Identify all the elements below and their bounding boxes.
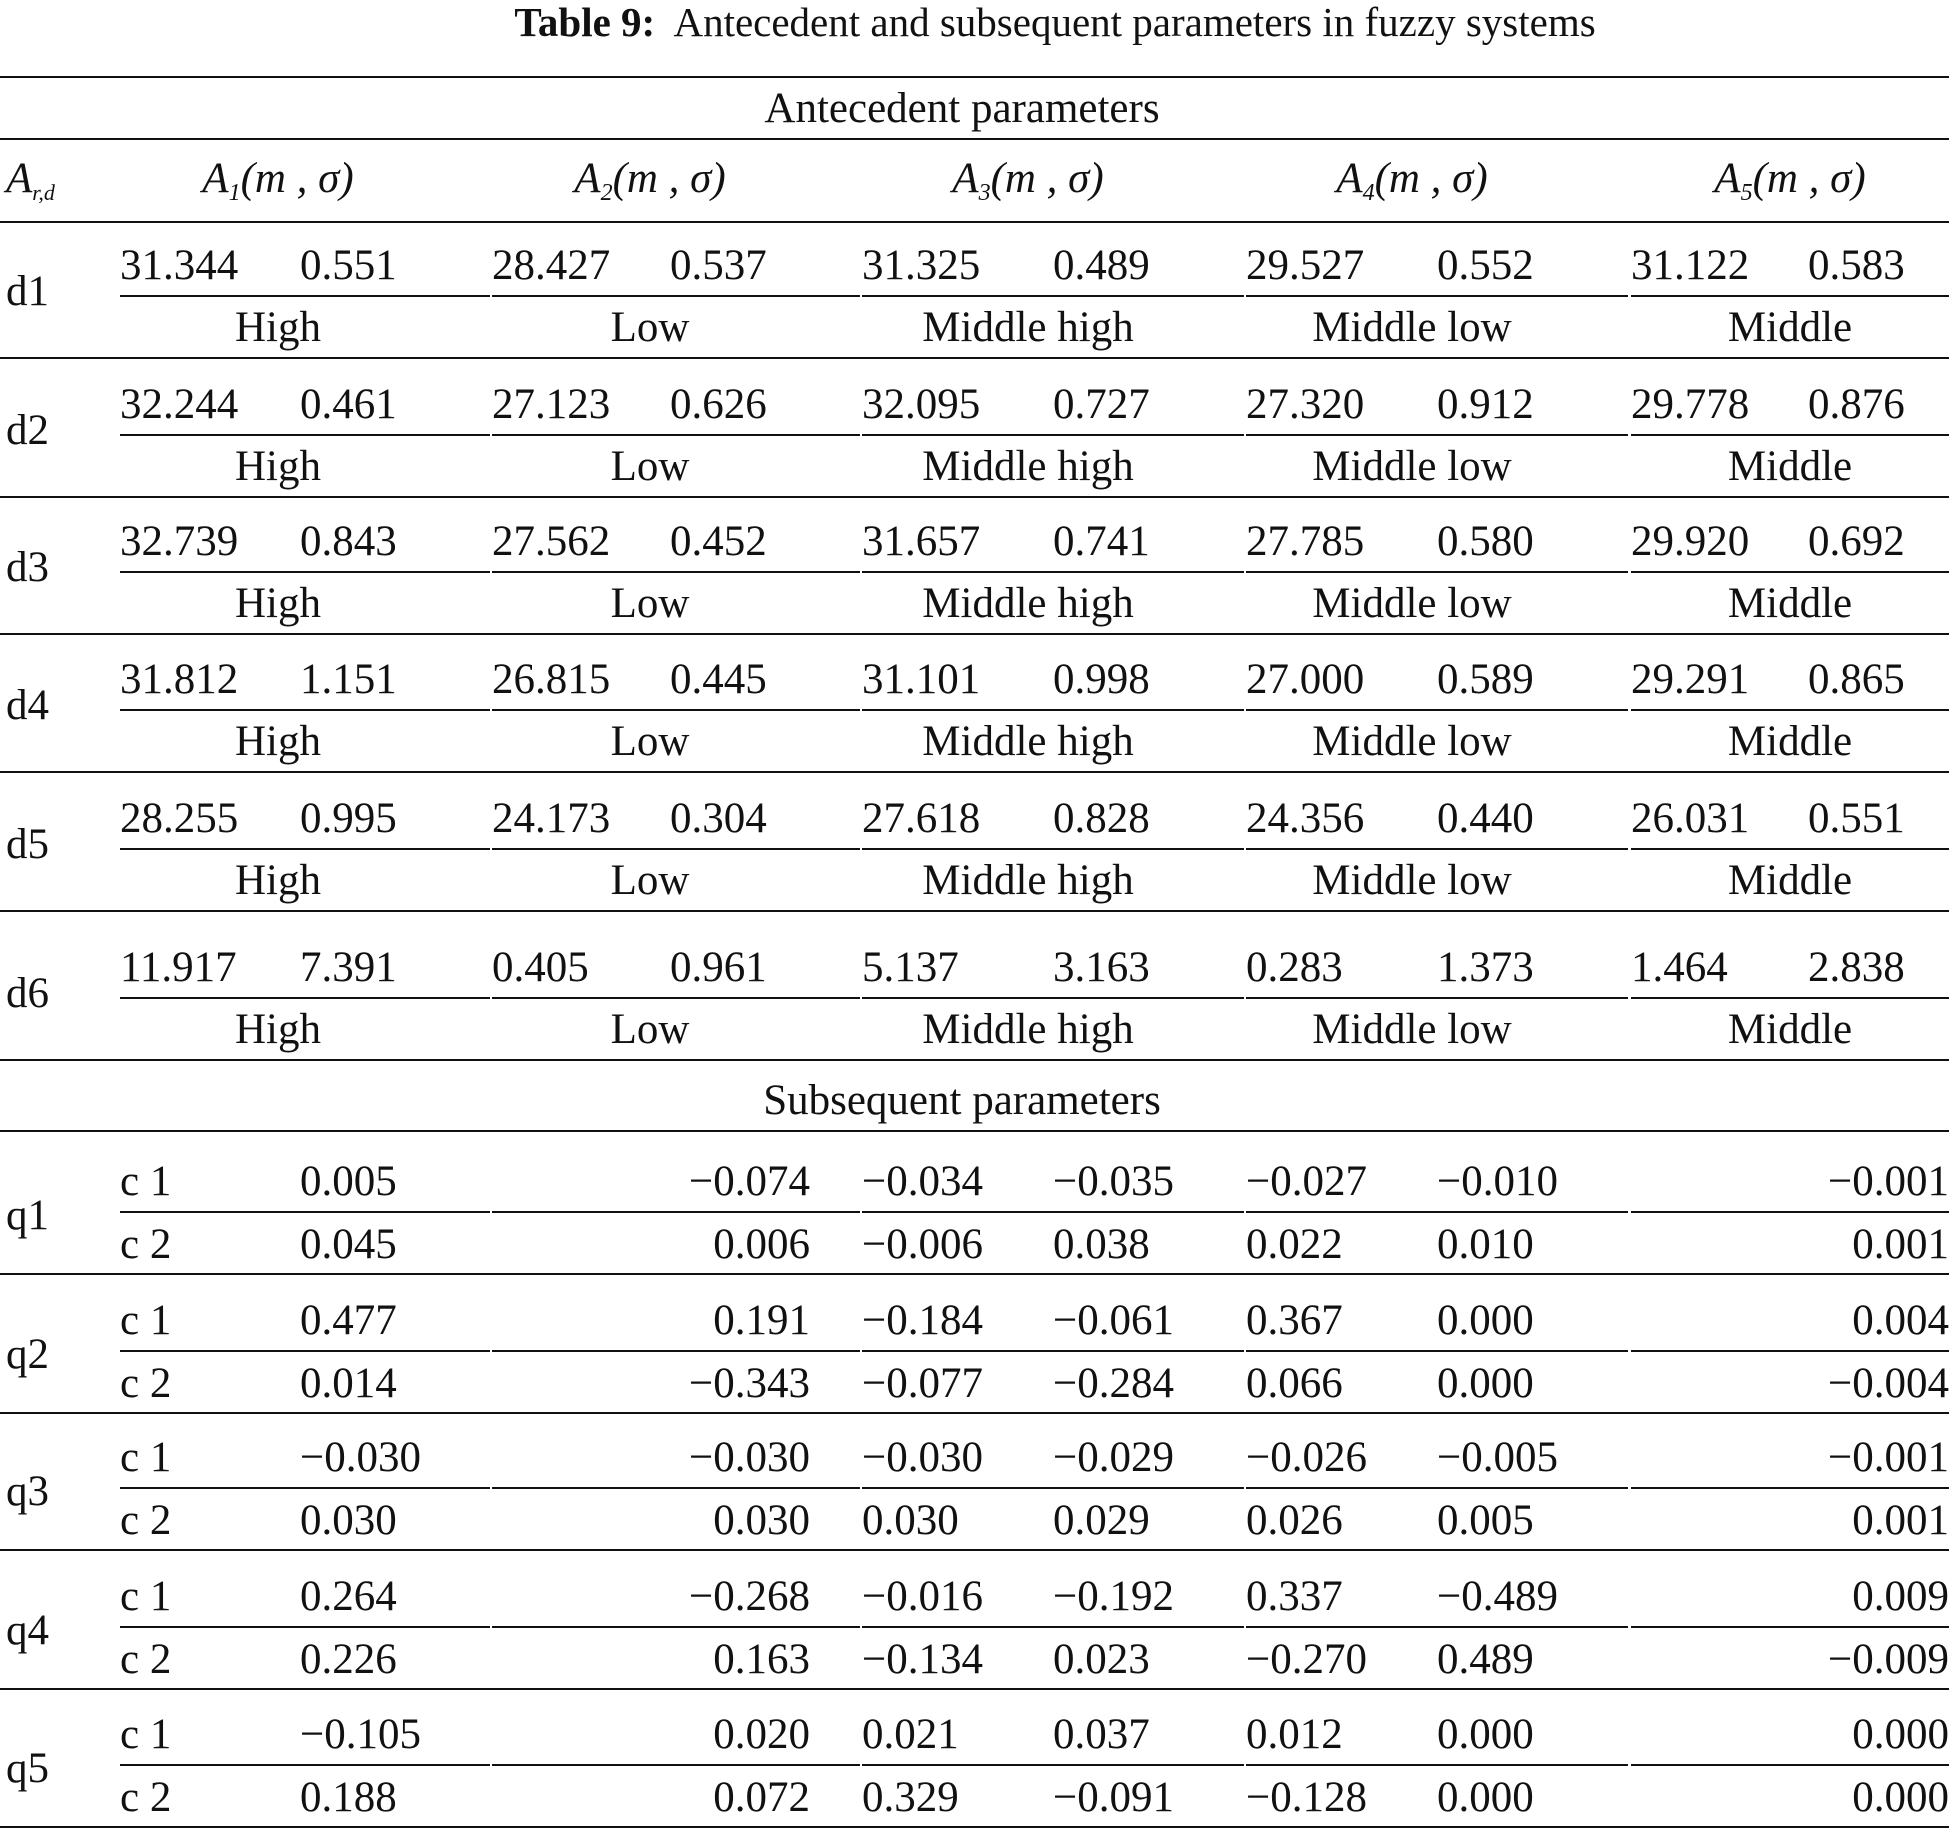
coefficient-value: 0.029 xyxy=(1053,1497,1150,1544)
mean-value: 5.137 xyxy=(862,944,959,991)
sigma-value: 7.391 xyxy=(300,944,397,991)
coefficient-value: 0.000 xyxy=(1852,1711,1949,1758)
sigma-value: 0.828 xyxy=(1053,795,1150,842)
coefficient-value: 0.000 xyxy=(1437,1360,1534,1407)
mean-value: 27.320 xyxy=(1246,381,1365,428)
group-underline xyxy=(862,295,1244,297)
group-underline xyxy=(492,571,860,573)
group-underline xyxy=(120,709,490,711)
sigma-value: 3.163 xyxy=(1053,944,1150,991)
group-underline xyxy=(492,295,860,297)
group-underline xyxy=(1246,571,1628,573)
group-underline xyxy=(492,1764,860,1766)
coefficient-value: 0.005 xyxy=(1437,1497,1534,1544)
coefficient-value: 0.030 xyxy=(300,1497,397,1544)
mean-value: 26.031 xyxy=(1631,795,1750,842)
coefficient-value: −0.009 xyxy=(1827,1636,1949,1683)
linguistic-term: Low xyxy=(610,580,690,627)
linguistic-term: Low xyxy=(610,443,690,490)
coefficient-value: −0.061 xyxy=(1053,1297,1175,1344)
group-underline xyxy=(492,1350,860,1352)
sigma-value: 0.876 xyxy=(1808,381,1905,428)
coefficient-value: −0.134 xyxy=(862,1636,984,1683)
linguistic-term: Low xyxy=(610,304,690,351)
coefficient-label: c 1 xyxy=(120,1434,172,1481)
row-label: d3 xyxy=(6,544,49,591)
top-rule xyxy=(0,76,1949,78)
column-header: $A_3(m$ , σ) xyxy=(952,155,1104,206)
mean-value: 0.283 xyxy=(1246,944,1343,991)
coefficient-value: 0.001 xyxy=(1852,1497,1949,1544)
mean-value: 31.122 xyxy=(1631,242,1750,289)
section-rule xyxy=(0,138,1949,140)
group-underline xyxy=(1631,434,1949,436)
coefficient-value: 0.037 xyxy=(1053,1711,1150,1758)
linguistic-term: Middle low xyxy=(1312,443,1512,490)
coefficient-value: 0.001 xyxy=(1852,1221,1949,1268)
sigma-value: 2.838 xyxy=(1808,944,1905,991)
sigma-value: 0.843 xyxy=(300,518,397,565)
mean-value: 29.778 xyxy=(1631,381,1750,428)
antecedent-section-label: Antecedent parameters xyxy=(764,85,1160,132)
mean-value: 29.920 xyxy=(1631,518,1750,565)
row-rule xyxy=(0,1826,1949,1828)
linguistic-term: High xyxy=(235,718,321,765)
coefficient-value: −0.270 xyxy=(1246,1636,1368,1683)
group-underline xyxy=(1631,1350,1949,1352)
coefficient-value: −0.035 xyxy=(1053,1158,1175,1205)
coefficient-value: −0.030 xyxy=(688,1434,810,1481)
group-underline xyxy=(862,1626,1244,1628)
sigma-value: 0.583 xyxy=(1808,242,1905,289)
coefficient-value: 0.000 xyxy=(1437,1297,1534,1344)
coefficient-value: 0.000 xyxy=(1852,1774,1949,1821)
coefficient-value: −0.027 xyxy=(1246,1158,1368,1205)
sigma-value: 0.440 xyxy=(1437,795,1534,842)
group-underline xyxy=(862,997,1244,999)
group-underline xyxy=(862,1764,1244,1766)
row-rule xyxy=(0,1059,1949,1061)
group-underline xyxy=(1631,295,1949,297)
sigma-value: 0.537 xyxy=(670,242,767,289)
coefficient-label: c 2 xyxy=(120,1221,172,1268)
sigma-value: 0.865 xyxy=(1808,656,1905,703)
column-header: $A_4(m$ , σ) xyxy=(1336,155,1488,206)
sigma-value: 1.151 xyxy=(300,656,397,703)
coefficient-value: −0.091 xyxy=(1053,1774,1175,1821)
linguistic-term: Middle high xyxy=(922,718,1134,765)
group-underline xyxy=(862,709,1244,711)
coefficient-value: 0.226 xyxy=(300,1636,397,1683)
group-underline xyxy=(120,1626,490,1628)
mean-value: 28.255 xyxy=(120,795,239,842)
row-label: d6 xyxy=(6,970,49,1017)
coefficient-value: 0.005 xyxy=(300,1158,397,1205)
column-header: $A_1(m$ , σ) xyxy=(202,155,354,206)
row-rule xyxy=(0,771,1949,773)
linguistic-term: Middle low xyxy=(1312,580,1512,627)
group-underline xyxy=(1631,571,1949,573)
coefficient-value: 0.489 xyxy=(1437,1636,1534,1683)
sigma-value: 0.741 xyxy=(1053,518,1150,565)
row-rule xyxy=(0,910,1949,912)
linguistic-term: Middle xyxy=(1727,1006,1853,1053)
coefficient-value: 0.012 xyxy=(1246,1711,1343,1758)
coefficient-label: c 2 xyxy=(120,1360,172,1407)
linguistic-term: Middle xyxy=(1727,304,1853,351)
coefficient-value: 0.477 xyxy=(300,1297,397,1344)
mean-value: 27.618 xyxy=(862,795,981,842)
coefficient-value: −0.005 xyxy=(1437,1434,1559,1481)
sigma-value: 0.489 xyxy=(1053,242,1150,289)
group-underline xyxy=(120,1764,490,1766)
group-underline xyxy=(120,1211,490,1213)
coefficient-value: −0.030 xyxy=(862,1434,984,1481)
coefficient-value: −0.029 xyxy=(1053,1434,1175,1481)
coefficient-label: c 1 xyxy=(120,1711,172,1758)
coefficient-value: 0.030 xyxy=(862,1497,959,1544)
coefficient-value: 0.367 xyxy=(1246,1297,1343,1344)
row-rule xyxy=(0,1688,1949,1690)
coefficient-value: −0.001 xyxy=(1827,1158,1949,1205)
group-underline xyxy=(492,709,860,711)
sigma-value: 0.995 xyxy=(300,795,397,842)
coefficient-value: 0.006 xyxy=(713,1221,810,1268)
row-label: q1 xyxy=(6,1192,49,1239)
row-rule xyxy=(0,496,1949,498)
group-underline xyxy=(492,997,860,999)
sigma-value: 0.692 xyxy=(1808,518,1905,565)
mean-value: 29.527 xyxy=(1246,242,1365,289)
group-underline xyxy=(862,1211,1244,1213)
linguistic-term: Middle low xyxy=(1312,304,1512,351)
row-label: q2 xyxy=(6,1331,49,1378)
group-underline xyxy=(1246,1211,1628,1213)
coefficient-label: c 2 xyxy=(120,1497,172,1544)
group-underline xyxy=(1631,1764,1949,1766)
coefficient-value: 0.045 xyxy=(300,1221,397,1268)
mean-value: 31.344 xyxy=(120,242,239,289)
coefficient-label: c 2 xyxy=(120,1774,172,1821)
mean-value: 29.291 xyxy=(1631,656,1750,703)
sigma-value: 0.551 xyxy=(300,242,397,289)
group-underline xyxy=(120,848,490,850)
coefficient-value: −0.004 xyxy=(1827,1360,1949,1407)
subsequent-section-label: Subsequent parameters xyxy=(763,1077,1161,1124)
linguistic-term: High xyxy=(235,304,321,351)
column-header: $A_5(m$ , σ) xyxy=(1714,155,1866,206)
sigma-value: 0.589 xyxy=(1437,656,1534,703)
group-underline xyxy=(1246,1764,1628,1766)
mean-value: 28.427 xyxy=(492,242,611,289)
linguistic-term: High xyxy=(235,443,321,490)
coefficient-value: −0.489 xyxy=(1437,1573,1559,1620)
coefficient-value: 0.000 xyxy=(1437,1774,1534,1821)
coefficient-value: 0.010 xyxy=(1437,1221,1534,1268)
group-underline xyxy=(1246,1350,1628,1352)
group-underline xyxy=(120,295,490,297)
linguistic-term: Middle low xyxy=(1312,718,1512,765)
linguistic-term: High xyxy=(235,580,321,627)
coefficient-value: −0.268 xyxy=(688,1573,810,1620)
coefficient-value: −0.006 xyxy=(862,1221,984,1268)
sigma-value: 0.552 xyxy=(1437,242,1534,289)
group-underline xyxy=(1246,1487,1628,1489)
group-underline xyxy=(120,1487,490,1489)
group-underline xyxy=(862,1350,1244,1352)
group-underline xyxy=(862,434,1244,436)
coefficient-value: 0.022 xyxy=(1246,1221,1343,1268)
linguistic-term: Middle high xyxy=(922,857,1134,904)
coefficient-value: −0.030 xyxy=(300,1434,422,1481)
column-header: $A_2(m$ , σ) xyxy=(574,155,726,206)
coefficient-value: −0.343 xyxy=(688,1360,810,1407)
sigma-value: 0.461 xyxy=(300,381,397,428)
group-underline xyxy=(1631,1487,1949,1489)
coefficient-value: −0.016 xyxy=(862,1573,984,1620)
row-rule xyxy=(0,1549,1949,1551)
table-number: Table 9: xyxy=(514,0,656,45)
group-underline xyxy=(492,1626,860,1628)
group-underline xyxy=(1631,1626,1949,1628)
coefficient-value: 0.000 xyxy=(1437,1711,1534,1758)
row-label: d5 xyxy=(6,821,49,868)
mean-value: 32.095 xyxy=(862,381,981,428)
coefficient-value: −0.105 xyxy=(300,1711,422,1758)
row-label-header: $A_{r,d}$ xyxy=(6,155,55,205)
mean-value: 11.917 xyxy=(120,944,237,991)
group-underline xyxy=(1246,709,1628,711)
group-underline xyxy=(862,1487,1244,1489)
row-label: q4 xyxy=(6,1607,49,1654)
coefficient-value: 0.191 xyxy=(713,1297,810,1344)
group-underline xyxy=(1631,709,1949,711)
coefficient-value: −0.010 xyxy=(1437,1158,1559,1205)
coefficient-value: −0.284 xyxy=(1053,1360,1175,1407)
group-underline xyxy=(1631,1211,1949,1213)
coefficient-value: 0.337 xyxy=(1246,1573,1343,1620)
coefficient-value: −0.034 xyxy=(862,1158,984,1205)
group-underline xyxy=(120,571,490,573)
linguistic-term: Middle xyxy=(1727,857,1853,904)
sigma-value: 0.961 xyxy=(670,944,767,991)
coefficient-value: 0.329 xyxy=(862,1774,959,1821)
sigma-value: 0.304 xyxy=(670,795,767,842)
coefficient-value: 0.188 xyxy=(300,1774,397,1821)
mean-value: 24.356 xyxy=(1246,795,1365,842)
coefficient-value: −0.001 xyxy=(1827,1434,1949,1481)
linguistic-term: Low xyxy=(610,857,690,904)
mean-value: 27.123 xyxy=(492,381,611,428)
coefficient-value: −0.192 xyxy=(1053,1573,1175,1620)
linguistic-term: Middle low xyxy=(1312,1006,1512,1053)
linguistic-term: Middle xyxy=(1727,718,1853,765)
mean-value: 0.405 xyxy=(492,944,589,991)
row-rule xyxy=(0,1412,1949,1414)
linguistic-term: High xyxy=(235,857,321,904)
coefficient-value: −0.077 xyxy=(862,1360,984,1407)
row-rule xyxy=(0,357,1949,359)
group-underline xyxy=(1631,848,1949,850)
row-rule xyxy=(0,633,1949,635)
mean-value: 31.812 xyxy=(120,656,239,703)
section-rule xyxy=(0,1130,1949,1132)
mean-value: 32.244 xyxy=(120,381,239,428)
group-underline xyxy=(862,571,1244,573)
linguistic-term: Low xyxy=(610,1006,690,1053)
group-underline xyxy=(120,434,490,436)
coefficient-value: 0.021 xyxy=(862,1711,959,1758)
sigma-value: 0.445 xyxy=(670,656,767,703)
group-underline xyxy=(492,1211,860,1213)
group-underline xyxy=(120,1350,490,1352)
coefficient-value: −0.184 xyxy=(862,1297,984,1344)
row-label: q3 xyxy=(6,1468,49,1515)
row-label: d1 xyxy=(6,268,49,315)
group-underline xyxy=(492,1487,860,1489)
group-underline xyxy=(862,848,1244,850)
row-label: d2 xyxy=(6,407,49,454)
coefficient-value: 0.014 xyxy=(300,1360,397,1407)
mean-value: 1.464 xyxy=(1631,944,1728,991)
sigma-value: 1.373 xyxy=(1437,944,1534,991)
linguistic-term: Middle high xyxy=(922,304,1134,351)
coefficient-value: 0.163 xyxy=(713,1636,810,1683)
group-underline xyxy=(1246,997,1628,999)
sigma-value: 0.727 xyxy=(1053,381,1150,428)
coefficient-value: 0.038 xyxy=(1053,1221,1150,1268)
linguistic-term: Middle xyxy=(1727,443,1853,490)
mean-value: 26.815 xyxy=(492,656,611,703)
linguistic-term: High xyxy=(235,1006,321,1053)
linguistic-term: Middle high xyxy=(922,580,1134,627)
table-caption: Antecedent and subsequent parameters in fuzzy systems xyxy=(673,0,1596,45)
mean-value: 27.785 xyxy=(1246,518,1365,565)
mean-value: 31.101 xyxy=(862,656,981,703)
coefficient-value: 0.004 xyxy=(1852,1297,1949,1344)
sigma-value: 0.626 xyxy=(670,381,767,428)
coefficient-value: 0.264 xyxy=(300,1573,397,1620)
coefficient-value: 0.066 xyxy=(1246,1360,1343,1407)
sigma-value: 0.551 xyxy=(1808,795,1905,842)
row-label: d4 xyxy=(6,682,49,729)
coefficient-value: −0.026 xyxy=(1246,1434,1368,1481)
coefficient-label: c 1 xyxy=(120,1573,172,1620)
mean-value: 27.000 xyxy=(1246,656,1365,703)
sigma-value: 0.912 xyxy=(1437,381,1534,428)
coefficient-value: 0.030 xyxy=(713,1497,810,1544)
group-underline xyxy=(492,434,860,436)
linguistic-term: Middle high xyxy=(922,1006,1134,1053)
coefficient-value: 0.009 xyxy=(1852,1573,1949,1620)
group-underline xyxy=(120,997,490,999)
coefficient-value: 0.020 xyxy=(713,1711,810,1758)
group-underline xyxy=(492,848,860,850)
coefficient-value: −0.128 xyxy=(1246,1774,1368,1821)
header-rule xyxy=(0,221,1949,223)
row-label: q5 xyxy=(6,1745,49,1792)
row-rule xyxy=(0,1273,1949,1275)
sigma-value: 0.998 xyxy=(1053,656,1150,703)
coefficient-value: 0.072 xyxy=(713,1774,810,1821)
linguistic-term: Middle low xyxy=(1312,857,1512,904)
coefficient-label: c 1 xyxy=(120,1297,172,1344)
mean-value: 27.562 xyxy=(492,518,611,565)
group-underline xyxy=(1631,997,1949,999)
linguistic-term: Middle xyxy=(1727,580,1853,627)
linguistic-term: Low xyxy=(610,718,690,765)
mean-value: 24.173 xyxy=(492,795,611,842)
mean-value: 31.325 xyxy=(862,242,981,289)
group-underline xyxy=(1246,434,1628,436)
group-underline xyxy=(1246,295,1628,297)
table-title xyxy=(0,0,1949,44)
mean-value: 31.657 xyxy=(862,518,981,565)
coefficient-label: c 2 xyxy=(120,1636,172,1683)
coefficient-label: c 1 xyxy=(120,1158,172,1205)
coefficient-value: 0.026 xyxy=(1246,1497,1343,1544)
mean-value: 32.739 xyxy=(120,518,239,565)
linguistic-term: Middle high xyxy=(922,443,1134,490)
group-underline xyxy=(1246,848,1628,850)
sigma-value: 0.580 xyxy=(1437,518,1534,565)
coefficient-value: −0.074 xyxy=(688,1158,810,1205)
sigma-value: 0.452 xyxy=(670,518,767,565)
group-underline xyxy=(1246,1626,1628,1628)
coefficient-value: 0.023 xyxy=(1053,1636,1150,1683)
